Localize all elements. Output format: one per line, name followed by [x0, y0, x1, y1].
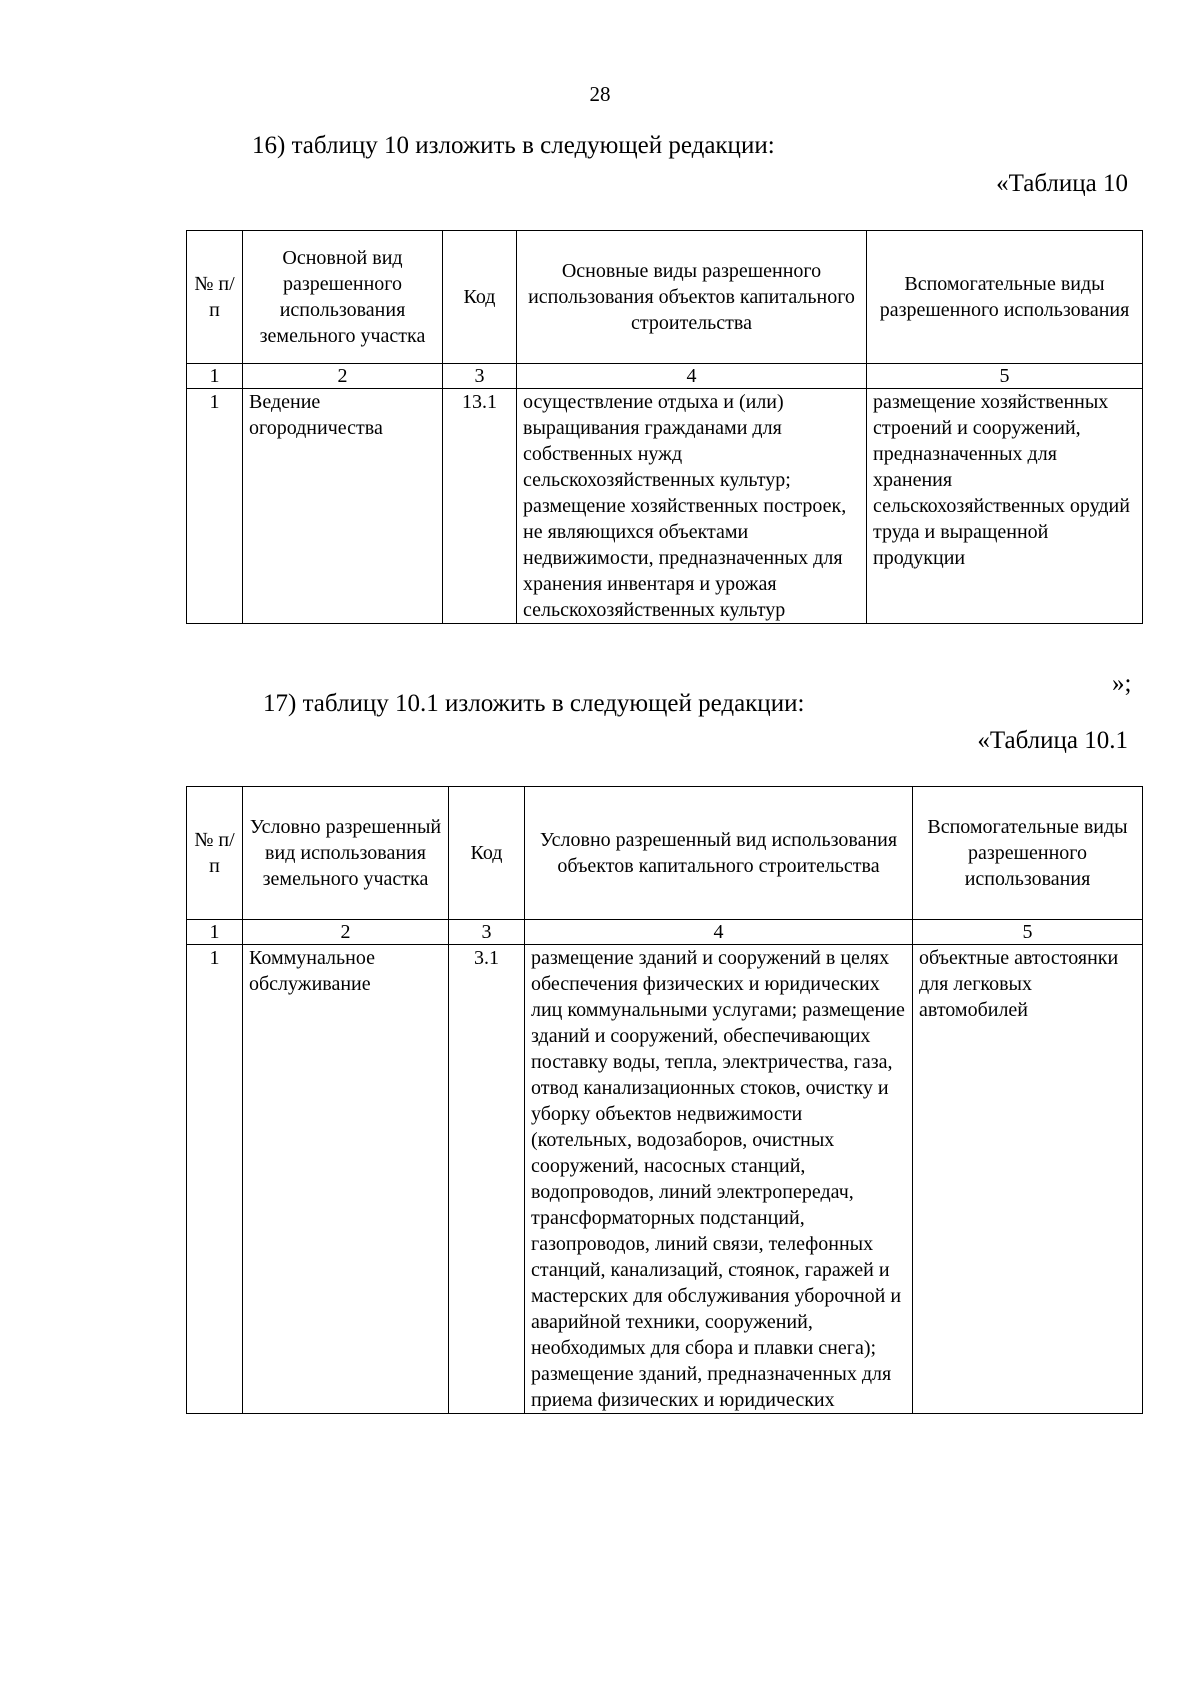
header-land-use: Условно разрешенный вид использования земельного участка: [243, 787, 449, 920]
section-16-heading: 16) таблицу 10 изложить в следующей редакции:: [252, 132, 775, 159]
section-17-heading: 17) таблицу 10.1 изложить в следующей редакции:: [263, 690, 805, 717]
header-main-uses: Условно разрешенный вид использования объектов капитального строительства: [525, 787, 913, 920]
column-number: 3: [443, 364, 517, 389]
row-land-use: Ведение огородничества: [243, 389, 443, 624]
header-code: Код: [443, 231, 517, 364]
table-10-1-label: «Таблица 10.1: [977, 727, 1128, 754]
row-aux-uses: размещение хозяйственных строений и сооружений, предназначенных для хранения сельскохозяйственных орудий труда и выращенной продукции: [867, 389, 1143, 624]
header-land-use: Основной вид разрешенного использования земельного участка: [243, 231, 443, 364]
table-10: [186, 230, 1143, 624]
column-number: 4: [517, 364, 867, 389]
header-num: № п/п: [187, 787, 243, 920]
row-num: 1: [187, 945, 243, 1414]
closing-quote: »;: [1112, 670, 1132, 697]
row-num: 1: [187, 389, 243, 624]
table-row: [187, 945, 1143, 1414]
column-number: 1: [187, 920, 243, 945]
column-number: 4: [525, 920, 913, 945]
header-aux-uses: Вспомогательные виды разрешенного использования: [913, 787, 1143, 920]
table-10-column-numbers: [187, 364, 1143, 389]
header-code: Код: [449, 787, 525, 920]
column-number: 1: [187, 364, 243, 389]
table-10-1-header-row: [187, 787, 1143, 920]
column-number: 5: [867, 364, 1143, 389]
row-aux-uses: объектные автостоянки для легковых автомобилей: [913, 945, 1143, 1414]
column-number: 5: [913, 920, 1143, 945]
table-10-header-row: [187, 231, 1143, 364]
header-main-uses: Основные виды разрешенного использования объектов капитального строительства: [517, 231, 867, 364]
row-code: 13.1: [443, 389, 517, 624]
header-aux-uses: Вспомогательные виды разрешенного использования: [867, 231, 1143, 364]
row-main-uses: осуществление отдыха и (или) выращивания гражданами для собственных нужд сельскохозяйственных культур; размещение хозяйственных построек, не являющихся объектами недвижимости, предназначенных для хранения инвентаря и урожая сельскохозяйственных культур: [517, 389, 867, 624]
header-num: № п/п: [187, 231, 243, 364]
row-main-uses: размещение зданий и сооружений в целях обеспечения физических и юридических лиц коммунальными услугами; размещение зданий и сооружений, обеспечивающих поставку воды, тепла, электричества, газа, отвод канализационных стоков, очистку и уборку объектов недвижимости (котельных, водозаборов, очистных сооружений, насосных станций, водопроводов, линий электропередач, трансформаторных подстанций, газопроводов, линий связи, телефонных станций, канализаций, стоянок, гаражей и мастерских для обслуживания уборочной и аварийной техники, сооружений, необходимых для сбора и плавки снега); размещение зданий, предназначенных для приема физических и юридических: [525, 945, 913, 1414]
table-row: [187, 389, 1143, 624]
table-10-label: «Таблица 10: [996, 170, 1128, 197]
table-10-1: [186, 786, 1143, 1414]
table-10-1-column-numbers: [187, 920, 1143, 945]
column-number: 2: [243, 364, 443, 389]
column-number: 2: [243, 920, 449, 945]
column-number: 3: [449, 920, 525, 945]
page-number: 28: [589, 82, 611, 106]
row-code: 3.1: [449, 945, 525, 1414]
row-land-use: Коммунальное обслуживание: [243, 945, 449, 1414]
